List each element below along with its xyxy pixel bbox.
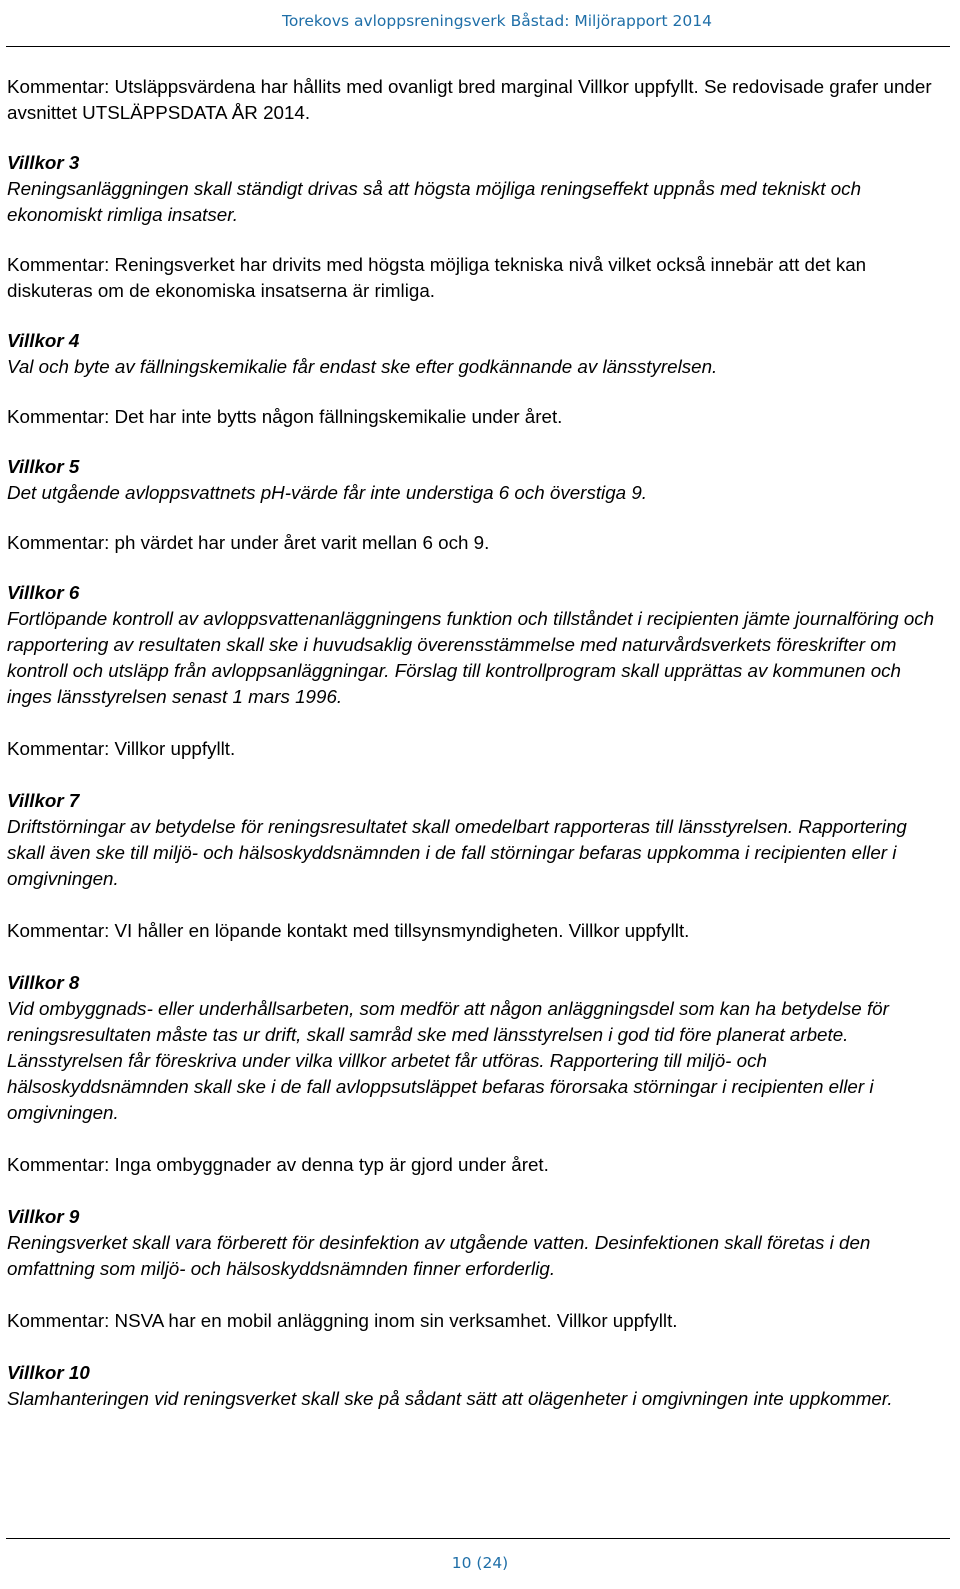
condition-text: Val och byte av fällningskemikalie får endast ske efter godkännande av länsstyrelsen.: [7, 356, 718, 377]
footer-divider: [6, 1538, 950, 1539]
intro-comment: Kommentar: Utsläppsvärdena har hållits med ovanligt bred marginal Villkor uppfyllt. Se redovisade grafer under avsnittet UTSLÄPPSDATA ÅR 2014.: [7, 76, 932, 123]
condition-text: Slamhanteringen vid reningsverket skall ske på sådant sätt att olägenheter i omgivningen inte uppkommer.: [7, 1388, 893, 1409]
condition-title: Villkor 3: [7, 152, 80, 173]
page-header: [0, 8, 960, 42]
condition-comment: Kommentar: Det har inte bytts någon fällningskemikalie under året.: [7, 406, 563, 427]
condition-text: Fortlöpande kontroll av avloppsvattenanläggningens funktion och tillståndet i recipienten jämte journalföring och rapportering av resultaten skall ske i huvudsaklig överensstämmelse med naturvårdsverkets föreskrifter om kontroll och utsläpp från avloppsanläggningar. Förslag till kontrollprogram skall upprättas av kommunen och inges länsstyrelsen senast 1 mars 1996.: [7, 608, 935, 707]
condition-title: Villkor 10: [7, 1362, 90, 1383]
condition-comment: Kommentar: ph värdet har under året varit mellan 6 och 9.: [7, 532, 490, 553]
condition-title: Villkor 5: [7, 456, 80, 477]
document-body: [7, 74, 947, 1412]
condition-comment: Kommentar: Inga ombyggnader av denna typ är gjord under året.: [7, 1154, 549, 1175]
condition-text: Vid ombyggnads- eller underhållsarbeten, som medför att någon anläggningsdel som kan ha betydelse för reningsresultaten måste tas ur drift, skall samråd ske med länsstyrelsen i god tid före planerat arbete. Länsstyrelsen får föreskriva under vilka villkor arbetet får utföras. Rapportering till miljö- och hälsoskyddsnämnden skall ske i de fall avloppsutsläppet befaras förorsaka störningar i recipienten eller i omgivningen.: [7, 998, 889, 1123]
condition-comment: Kommentar: VI håller en löpande kontakt med tillsynsmyndigheten. Villkor uppfyllt.: [7, 920, 690, 941]
condition-comment: Kommentar: Reningsverket har drivits med högsta möjliga tekniska nivå vilket också innebär att det kan diskuteras om de ekonomiska insatserna är rimliga.: [7, 254, 867, 301]
condition-title: Villkor 8: [7, 972, 80, 993]
condition-comment: Kommentar: NSVA har en mobil anläggning inom sin verksamhet. Villkor uppfyllt.: [7, 1310, 678, 1331]
page-footer: [0, 1538, 960, 1578]
condition-title: Villkor 7: [7, 790, 80, 811]
condition-title: Villkor 9: [7, 1206, 80, 1227]
condition-text: Driftstörningar av betydelse för reningsresultatet skall omedelbart rapporteras till länsstyrelsen. Rapportering skall även ske till miljö- och hälsoskyddsnämnden i de fall störningar befaras uppkomma i recipienten eller i omgivningen.: [7, 816, 907, 889]
page-number: 10 (24): [451, 1554, 509, 1572]
condition-text: Reningsanläggningen skall ständigt drivas så att högsta möjliga reningseffekt uppnås med tekniskt och ekonomiskt rimliga insatser.: [7, 178, 862, 225]
condition-title: Villkor 4: [7, 330, 80, 351]
condition-text: Det utgående avloppsvattnets pH-värde får inte understiga 6 och överstiga 9.: [7, 482, 647, 503]
condition-title: Villkor 6: [7, 582, 80, 603]
condition-comment: Kommentar: Villkor uppfyllt.: [7, 738, 236, 759]
condition-text: Reningsverket skall vara förberett för desinfektion av utgående vatten. Desinfektionen skall företas i den omfattning som miljö- och hälsoskyddsnämnden finner erforderlig.: [7, 1232, 871, 1279]
header-divider: [6, 46, 950, 47]
document-title: Torekovs avloppsreningsverk Båstad: Miljörapport 2014: [281, 12, 712, 30]
